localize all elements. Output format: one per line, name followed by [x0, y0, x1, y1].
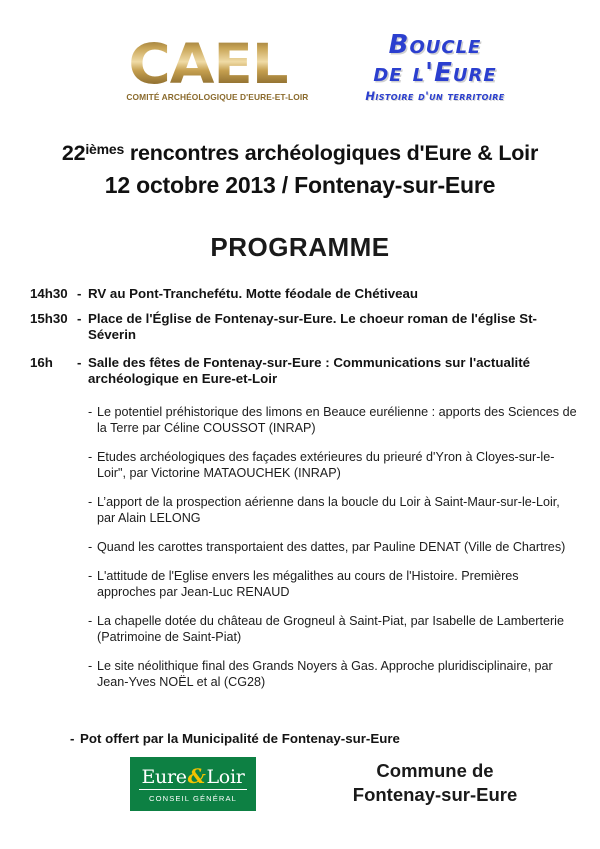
talk-text: L'attitude de l'Eglise envers les mégalithes au cours de l'Histoire. Premières approches par Jean-Luc RENAUD	[97, 569, 519, 599]
closing-dash: -	[70, 731, 75, 746]
title-line-1-rest: rencontres archéologiques d'Eure & Loir	[124, 141, 539, 165]
header-logos	[0, 32, 600, 122]
list-item	[88, 404, 578, 436]
page-title	[0, 140, 600, 200]
list-item	[88, 568, 578, 600]
eure-et-loir-conseil-general-logo	[130, 757, 256, 811]
boucle-line1: Boucle	[388, 30, 482, 60]
cael-wordmark: CAEL	[124, 36, 292, 92]
talk-dash: -	[88, 450, 93, 464]
list-item	[88, 449, 578, 481]
schedule-text: Place de l'Église de Fontenay-sur-Eure. Le choeur roman de l'église St-Séverin	[88, 310, 537, 342]
ordinal-number: 22	[61, 141, 86, 165]
schedule-text: RV au Pont-Tranchefétu. Motte féodale de Chétiveau	[88, 286, 419, 301]
cg-word-right: Loir	[206, 766, 245, 788]
schedule-dash: -	[77, 286, 82, 301]
schedule-time: 16h	[30, 354, 53, 370]
talk-dash: -	[88, 405, 93, 419]
talk-dash: -	[88, 495, 93, 509]
talk-text: L’apport de la prospection aérienne dans la boucle du Loir à Saint-Maur-sur-le-Loir, par Alain LELONG	[97, 495, 560, 525]
list-item	[88, 658, 578, 690]
list-item	[88, 539, 578, 555]
ampersand-icon: &	[187, 764, 206, 788]
footer	[0, 756, 600, 816]
commune-line-2: Fontenay-sur-Eure	[352, 784, 518, 805]
schedule-dash: -	[77, 354, 82, 370]
title-line-1	[0, 140, 600, 167]
programme-heading: PROGRAMME	[210, 232, 390, 262]
cael-subtitle: COMITÉ ARCHÉOLOGIQUE D'EURE-ET-LOIR	[126, 93, 309, 102]
ordinal-suffix: ièmes	[85, 141, 125, 157]
talk-text: Le potentiel préhistorique des limons en Beauce eurélienne : apports des Sciences de la Terre par Céline COUSSOT (INRAP)	[97, 405, 577, 435]
schedule-row	[30, 355, 575, 388]
schedule-time: 14h30	[30, 286, 68, 301]
schedule-dash: -	[77, 310, 82, 326]
schedule-list	[30, 286, 575, 396]
talk-dash: -	[88, 614, 93, 628]
boucle-line2: de l'Eure	[373, 58, 497, 88]
talk-text: Quand les carottes transportaient des dattes, par Pauline DENAT (Ville de Chartres)	[97, 540, 566, 554]
talks-list	[88, 404, 578, 703]
talk-text: Le site néolithique final des Grands Noyers à Gas. Approche pluridisciplinaire, par Jean-Yves NOËL et al (CG28)	[97, 659, 553, 689]
closing-note	[70, 730, 400, 747]
schedule-text: Salle des fêtes de Fontenay-sur-Eure : Communications sur l'actualité archéologique en Eure-et-Loir	[88, 354, 531, 386]
boucle-de-l-eure-logo	[345, 32, 525, 103]
cg-word-left: Eure	[141, 766, 187, 788]
talk-dash: -	[88, 540, 93, 554]
boucle-subtitle: Histoire d'un territoire	[365, 89, 505, 103]
cg-wordmark	[139, 765, 246, 790]
talk-dash: -	[88, 569, 93, 583]
list-item	[88, 613, 578, 645]
cg-subtitle: CONSEIL GÉNÉRAL	[149, 794, 237, 803]
talk-dash: -	[88, 659, 93, 673]
list-item	[88, 494, 578, 526]
commune-line-1: Commune de	[376, 760, 494, 781]
title-line-2: 12 octobre 2013 / Fontenay-sur-Eure	[104, 172, 496, 198]
talk-text: La chapelle dotée du château de Grogneul à Saint-Piat, par Isabelle de Lamberterie (Patrimoine de Saint-Piat)	[97, 614, 564, 644]
closing-text: Pot offert par la Municipalité de Fontenay-sur-Eure	[80, 731, 400, 746]
schedule-time: 15h30	[30, 310, 68, 326]
schedule-row	[30, 311, 575, 344]
talk-text: Etudes archéologiques des façades extérieures du prieuré d'Yron à Cloyes-sur-le-Loir", par Victorine MATAOUCHEK (INRAP)	[97, 450, 555, 480]
schedule-row	[30, 286, 575, 303]
commune-block	[300, 759, 570, 807]
cael-logo	[126, 32, 309, 102]
